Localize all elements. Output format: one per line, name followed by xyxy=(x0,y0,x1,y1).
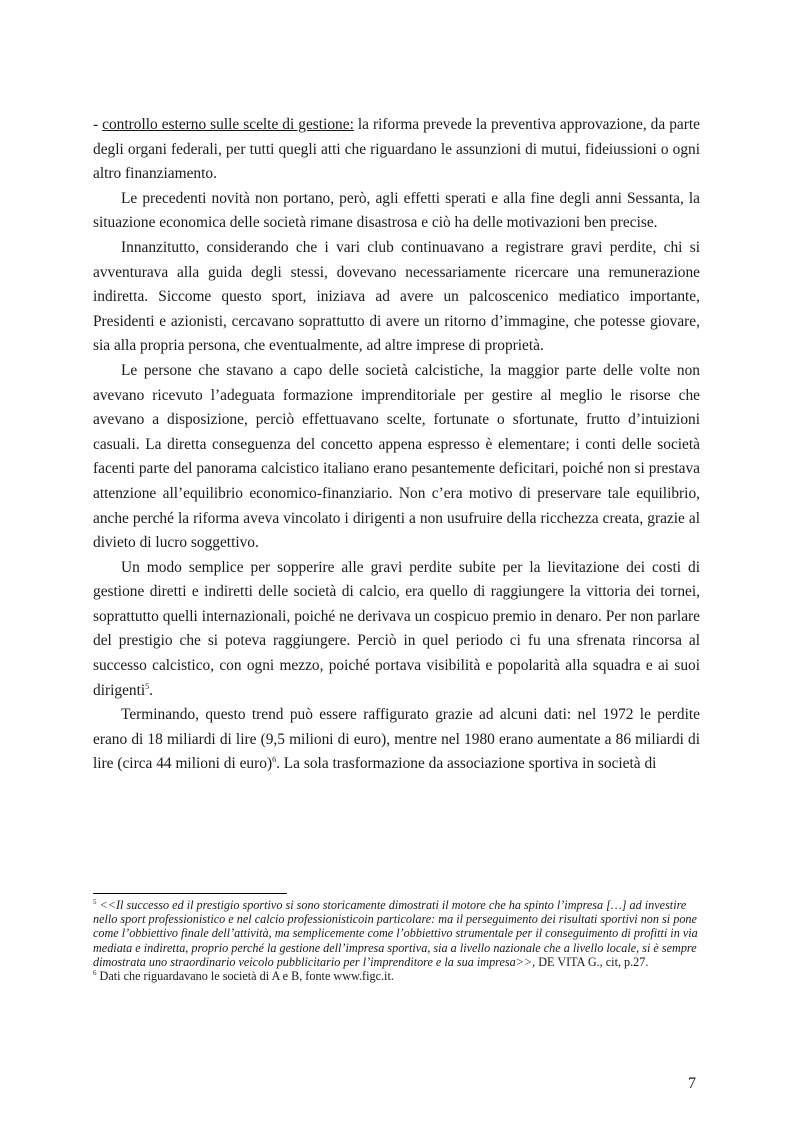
footnote-5 xyxy=(93,898,700,969)
footnote-number: 6 xyxy=(93,969,97,978)
paragraph-text: Un modo semplice per sopperire alle gravi perdite subite per la lievitazione dei costi di gestione diretti e indiretti delle società di calcio, era quello di raggiungere la vittoria dei tornei, soprattutto quelli internazionali, poiché ne derivava un cospicuo premio in denaro. Per non parlare del prestigio che si poteva raggiungere. Perciò in quel periodo ci fu una sfrenata rincorsa al successo calcistico, con ogni mezzo, poiché portava visibilità e popolarità alla squadra e ai suoi dirigenti xyxy=(93,558,700,699)
footnote-number: 5 xyxy=(93,898,97,906)
paragraph-4 xyxy=(93,359,700,556)
paragraph-6 xyxy=(93,703,700,777)
underlined-heading: controllo esterno sulle scelte di gestione: xyxy=(102,116,354,133)
footnote-6 xyxy=(93,969,700,983)
footnote-ref-5: 5 xyxy=(145,681,150,691)
page-number: 7 xyxy=(688,1075,696,1092)
paragraph-text: Le precedenti novità non portano, però, agli effetti sperati e alla fine degli anni Sessanta, la situazione economica delle società rimane disastrosa e ciò ha delle motivazioni ben precise. xyxy=(93,189,700,232)
footnote-citation: , DE VITA G., cit, p.27. xyxy=(532,954,649,969)
paragraph-2 xyxy=(93,187,700,236)
paragraph-text: Le persone che stavano a capo delle società calcistiche, la maggior parte delle volte non avevano ricevuto l’adeguata formazione imprenditoriale per gestire al meglio le risorse che avevano a disposizione, perciò effettuavano scelte, fortunate o sfortunate, frutto d’intuizioni casuali. La diretta conseguenza del concetto appena espresso è elementare; i conti delle società facenti parte del panorama calcistico italiano erano pesantemente deficitari, poiché non si prestava attenzione all’equilibrio economico-finanziario. Non c’era motivo di preservare tale equilibrio, anche perché la riforma aveva vincolato i dirigenti a non usufruire della ricchezza creata, grazie al divieto di lucro soggettivo. xyxy=(93,361,700,552)
paragraph-tail: . xyxy=(149,681,154,699)
paragraph-1 xyxy=(93,113,700,187)
footnote-text: Dati che riguardavano le società di A e B, fonte www.figc.it. xyxy=(96,969,394,984)
footnote-ref-6: 6 xyxy=(272,755,277,765)
paragraph-text: Terminando, questo trend può essere raffigurato grazie ad alcuni dati: nel 1972 le perdite erano di 18 miliardi di lire (9,5 milioni di euro), mentre nel 1980 erano aumentate a 86 miliardi di lire (circa 44 milioni di euro) xyxy=(93,706,700,773)
body-text xyxy=(93,113,700,777)
paragraph-text: la riforma prevede la preventiva approvazione, da parte degli organi federali, per tutti quegli atti che riguardano le assunzioni di mutui, fideiussioni o ogni altro finanziamento. xyxy=(93,116,700,183)
bullet-prefix: - xyxy=(93,116,103,133)
footnotes xyxy=(93,898,700,983)
footnote-quote: <<Il successo ed il prestigio sportivo si sono storicamente dimostrati il motore che ha spinto l’impresa […] ad investire nello sport professionistico e nel calcio professionisticoin particolare: ma il perseguimento dei risultati sportivi non si pone come l’obbiettivo finale dell’attività, ma semplicemente come l’obbiettivo strumentale per il conseguimento di profitti in via mediata e indiretta, proprio perché la gestione dell’impresa sportiva, sia a livello nazionale che a livello locale, si è sempre dimostrata uno straordinario veicolo pubblicitario per l’imprenditore e la sua impresa>> xyxy=(93,898,698,969)
paragraph-3 xyxy=(93,236,700,359)
footnote-separator xyxy=(93,893,287,894)
paragraph-5 xyxy=(93,556,700,704)
paragraph-tail: . La sola trasformazione da associazione sportiva in società di xyxy=(276,755,657,773)
paragraph-text: Innanzitutto, considerando che i vari club continuavano a registrare gravi perdite, chi si avventurava alla guida degli stessi, dovevano necessariamente ricercare una remunerazione indiretta. Siccome questo sport, iniziava ad avere un palcoscenico mediatico importante, Presidenti e azionisti, cercavano soprattutto di avere un ritorno d’immagine, che potesse giovare, sia alla propria persona, che eventualmente, ad altre imprese di proprietà. xyxy=(93,238,700,355)
